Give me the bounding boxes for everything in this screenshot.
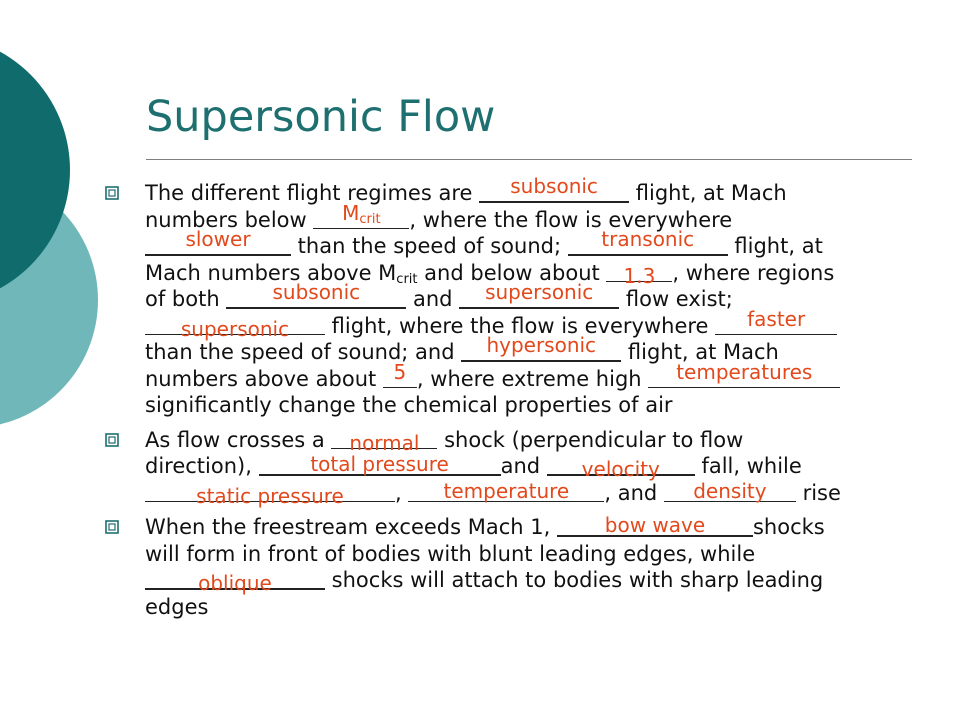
text-segment: will form in front of bodies with blunt leading edges, while xyxy=(145,541,756,566)
text-segment: numbers above about xyxy=(145,366,383,391)
blank-oblique xyxy=(145,567,325,594)
hollow-square-bullet-icon xyxy=(104,185,120,201)
text-segment: The different flight regimes are xyxy=(145,181,480,205)
answer-subsonic-2: subsonic xyxy=(272,280,361,304)
answer-velocity: velocity xyxy=(581,457,660,481)
text-segment: , where the flow is everywhere xyxy=(409,207,733,232)
answer-static-pressure: static pressure xyxy=(196,483,344,508)
text-segment: edges xyxy=(145,594,209,619)
answer-5: 5 xyxy=(393,359,407,384)
answer-oblique: oblique xyxy=(198,571,272,595)
answer-hypersonic: hypersonic xyxy=(486,333,597,357)
light-teal-circle xyxy=(0,172,98,428)
blank-supersonic-2 xyxy=(145,313,325,340)
blank-5 xyxy=(383,359,417,393)
blank-hypersonic xyxy=(461,333,621,366)
text-segment: significantly change the chemical properties of air xyxy=(145,393,673,417)
text-subscript: crit xyxy=(396,271,418,287)
answer-bow-wave: bow wave xyxy=(604,513,706,537)
text-segment: of both xyxy=(145,287,227,311)
text-segment: and xyxy=(406,287,460,311)
text-segment: flight, at Mach xyxy=(621,340,779,364)
blank-mcrit xyxy=(313,200,409,234)
answer-temperatures: temperatures xyxy=(676,359,813,384)
blank-transonic xyxy=(568,227,728,260)
text-segment: and below about xyxy=(417,260,607,285)
text-segment: flow exist; xyxy=(619,287,733,311)
bullet-normal-shock xyxy=(104,427,924,507)
text-segment: flight, where the flow is everywhere xyxy=(325,313,716,338)
slide-title: Supersonic Flow xyxy=(146,92,496,142)
bullet-flight-regimes xyxy=(104,174,924,419)
answer-slower: slower xyxy=(185,227,251,251)
blank-static-pressure xyxy=(145,480,395,507)
text-segment: shocks will attach to bodies with sharp leading xyxy=(325,568,824,592)
text-segment: flight, at xyxy=(727,234,823,258)
answer-total-pressure: total pressure xyxy=(310,452,449,476)
text-segment: , where regions xyxy=(672,260,835,285)
title-underline xyxy=(146,159,912,160)
text-segment: When the freestream exceeds Mach 1, xyxy=(145,515,557,539)
hollow-square-bullet-icon xyxy=(104,432,120,448)
blank-normal xyxy=(331,427,437,454)
blank-total-pressure xyxy=(259,453,501,480)
text-segment: than the speed of sound; xyxy=(291,234,568,258)
answer-temperature: temperature xyxy=(443,478,570,503)
blank-supersonic xyxy=(459,280,619,313)
text-segment: numbers below xyxy=(145,207,314,232)
answer-supersonic-2: supersonic xyxy=(180,316,290,341)
text-segment: fall, while xyxy=(694,454,802,478)
text-segment: shocks xyxy=(752,515,825,539)
dark-teal-circle xyxy=(0,35,70,305)
answer-subsonic: subsonic xyxy=(510,174,598,198)
text-segment: than the speed of sound; and xyxy=(145,340,462,364)
text-segment: , and xyxy=(604,480,664,505)
answer-supersonic: supersonic xyxy=(485,280,594,304)
answer-1-3: 1.3 xyxy=(623,263,656,288)
text-segment: Mach numbers above M xyxy=(145,260,397,285)
answer-mcrit: $M_{crit}$ xyxy=(342,200,381,227)
answer-normal: normal xyxy=(349,430,420,455)
text-segment: direction), xyxy=(145,454,259,478)
blank-subsonic xyxy=(479,174,629,207)
answer-density: density xyxy=(693,478,767,503)
text-segment: flight, at Mach xyxy=(629,181,787,205)
text-segment: , xyxy=(395,480,409,505)
slide-body xyxy=(104,174,924,628)
bullet-bow-wave xyxy=(104,514,924,620)
text-segment: rise xyxy=(795,480,841,505)
blank-velocity xyxy=(547,453,695,480)
text-segment: shock (perpendicular to flow xyxy=(437,427,744,452)
blank-density xyxy=(664,480,796,507)
blank-slower xyxy=(145,227,291,260)
blank-subsonic-2 xyxy=(226,280,406,313)
text-segment: , where extreme high xyxy=(416,366,649,391)
blank-faster xyxy=(715,306,837,340)
text-segment: As flow crosses a xyxy=(145,427,332,452)
blank-temperature xyxy=(408,480,604,507)
blank-temperatures xyxy=(648,359,840,393)
hollow-square-bullet-icon xyxy=(104,519,120,535)
answer-faster: faster xyxy=(747,306,806,331)
text-segment: and xyxy=(500,454,547,478)
blank-bow-wave xyxy=(557,514,753,541)
answer-transonic: transonic xyxy=(601,227,695,251)
